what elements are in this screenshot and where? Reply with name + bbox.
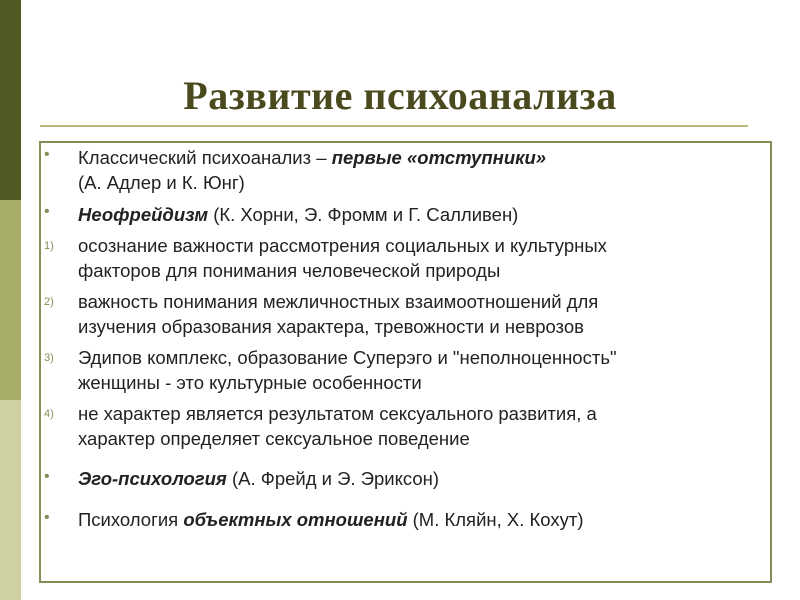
item-text: (К. Хорни, Э. Фромм и Г. Салливен) [208, 204, 519, 225]
list-item-ego-psychology [78, 466, 439, 491]
slide-title: Развитие психоанализа [183, 73, 617, 118]
item-line: характер определяет сексуальное поведение [78, 428, 470, 449]
item-line: Эдипов комплекс, образование Суперэго и "неполноценность" [78, 347, 617, 368]
bullet-marker: • [44, 146, 50, 163]
item-text: (М. Кляйн, Х. Кохут) [407, 509, 584, 530]
list-item-neofreudism [78, 202, 518, 227]
item-line: осознание важности рассмотрения социальных и культурных [78, 235, 607, 256]
item-text: Психология [78, 509, 184, 530]
item-line: факторов для понимания человеческой природы [78, 260, 501, 281]
item-line [78, 202, 518, 227]
list-item-numbered-3 [78, 345, 617, 395]
list-item-numbered-4 [78, 401, 597, 451]
title-divider [40, 125, 748, 127]
item-line: не характер является результатом сексуального развития, а [78, 403, 597, 424]
item-text: (А. Фрейд и Э. Эриксон) [226, 468, 440, 489]
list-item-object-relations [78, 507, 584, 532]
number-marker: 4) [44, 408, 54, 420]
item-text: Классический психоанализ – [78, 147, 332, 168]
item-emphasis: Эго-психология [78, 468, 227, 489]
list-item-numbered-2 [78, 289, 598, 339]
list-item-classic [78, 145, 546, 195]
number-marker: 1) [44, 240, 54, 252]
number-marker: 3) [44, 352, 54, 364]
item-line: женщины - это культурные особенности [78, 372, 422, 393]
accent-segment-mid [0, 200, 21, 400]
list-item-numbered-1 [78, 233, 607, 283]
item-line [78, 466, 439, 491]
item-emphasis: Неофрейдизм [78, 204, 209, 225]
bullet-marker: • [44, 468, 50, 485]
item-line [78, 170, 546, 195]
accent-segment-light [0, 400, 21, 600]
item-line [78, 145, 546, 170]
item-emphasis: первые «отступники» [331, 147, 547, 168]
number-marker: 2) [44, 296, 54, 308]
item-text: (А. Адлер и К. Юнг) [78, 172, 245, 193]
item-line [78, 507, 584, 532]
item-emphasis: объектных отношений [183, 509, 408, 530]
bullet-marker: • [44, 203, 50, 220]
item-line: изучения образования характера, тревожности и неврозов [78, 316, 584, 337]
item-line: важность понимания межличностных взаимоотношений для [78, 291, 599, 312]
bullet-marker: • [44, 509, 50, 526]
